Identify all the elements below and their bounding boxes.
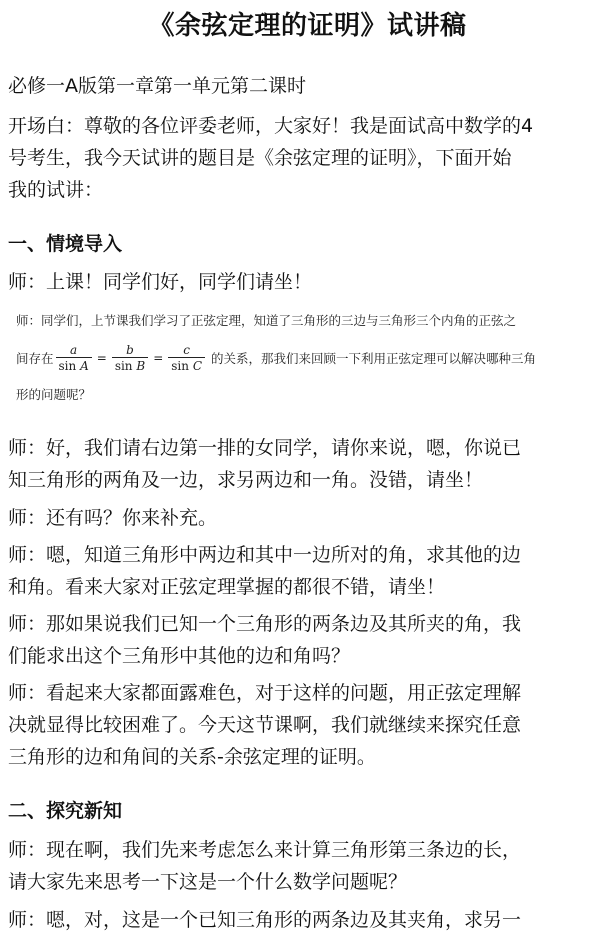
document-title: 《余弦定理的证明》试讲稿 xyxy=(148,11,467,41)
opening-line-3: 我的试讲： xyxy=(8,179,104,201)
section-heading-explore: 二、探究新知 xyxy=(8,800,123,822)
para-e-line-1: 师：看起来大家都面露难色，对于这样的问题，用正弦定理解 xyxy=(8,682,522,704)
para-f-line-1: 师：现在啊，我们先来考虑怎么来计算三角形第三条边的长， xyxy=(8,839,522,861)
para-e-line-3: 三角形的边和角间的关系-余弦定理的证明。 xyxy=(8,746,376,768)
para-c-line-1: 师：嗯，知道三角形中两边和其中一边所对的角，求其他的边 xyxy=(8,544,522,566)
fraction-b-over-sinB: $\frac{b}{\text{sin B}}$ xyxy=(112,343,148,374)
formula-prefix: 间存在 xyxy=(16,351,54,366)
section-heading-intro: 一、情境导入 xyxy=(8,233,123,255)
sine-review-line-3: 形的问题呢？ xyxy=(16,387,92,402)
para-d-line-2: 们能求出这个三角形中其他的边和角吗？ xyxy=(8,645,351,667)
fraction-a-over-sinA: $\frac{a}{\text{sin A}}$ xyxy=(56,343,92,374)
fraction-c-over-sinC: $\frac{c}{\text{sin C}}$ xyxy=(168,343,205,374)
para-d-line-1: 师：那如果说我们已知一个三角形的两条边及其所夹的角，我 xyxy=(8,613,522,635)
para-a-line-2: 知三角形的两角及一边，求另两边和一角。没错，请坐！ xyxy=(8,469,484,491)
teacher-line-class-start: 师：上课！同学们好，同学们请坐！ xyxy=(8,271,313,293)
para-a-line-1: 师：好，我们请右边第一排的女同学，请你来说，嗯，你说已 xyxy=(8,437,522,459)
para-e-line-2: 决就显得比较困难了。今天这节课啊，我们就继续来探究任意 xyxy=(8,714,522,736)
para-b-line-1: 师：还有吗？你来补充。 xyxy=(8,507,218,529)
para-c-line-2: 和角。看来大家对正弦定理掌握的都很不错，请坐！ xyxy=(8,576,446,598)
course-line: 必修一A版第一章第一单元第二课时 xyxy=(8,75,306,97)
formula-suffix: 的关系，那我们来回顾一下利用正弦定理可以解决哪种三角 xyxy=(211,351,537,366)
sine-review-line-1: 师：同学们，上节课我们学习了正弦定理，知道了三角形的三边与三角形三个内角的正弦之 xyxy=(16,313,517,328)
opening-line-1: 开场白：尊敬的各位评委老师，大家好！我是面试高中数学的4 xyxy=(8,115,534,137)
opening-line-2: 号考生，我今天试讲的题目是《余弦定理的证明》，下面开始 xyxy=(8,147,512,169)
para-f-line-2: 请大家先来思考一下这是一个什么数学问题呢？ xyxy=(8,871,408,893)
sine-law-formula-line: 间存在 $\frac{a}{\text{sin A}}$ = $\frac{b}{\text{sin B}}$ = $\frac{c}{\text{sin C}}$ 的关系，那我们来回顾一下利用正弦定理可以解决哪种三角 xyxy=(16,342,537,373)
para-g-line-1: 师：嗯，对，这是一个已知三角形的两条边及其夹角，求另一 xyxy=(8,909,522,931)
